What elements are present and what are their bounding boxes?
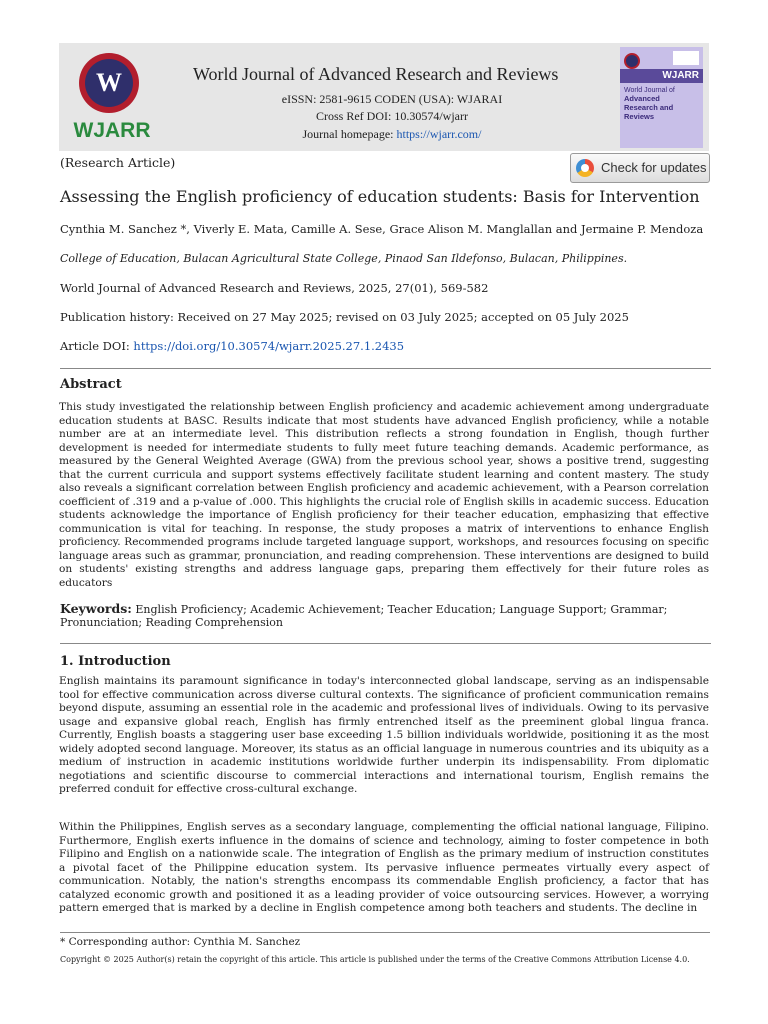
issn-line: eISSN: 2581-9615 CODEN (USA): WJARAI	[281, 92, 503, 106]
cover-title-line: Reviews	[624, 112, 655, 121]
abstract-heading: Abstract	[60, 377, 122, 392]
copyright-notice: Copyright © 2025 Author(s) retain the copyright of this article. This article is published under the terms of the Creative Commons Attribution License 4.0.	[60, 955, 690, 964]
journal-header	[59, 43, 709, 151]
article-type: (Research Article)	[60, 155, 176, 170]
logo-emblem	[79, 53, 139, 113]
keywords-list: English Proficiency; Academic Achievement; Teacher Education; Language Support; Grammar;	[135, 603, 668, 616]
cover-title-line: World Journal of	[624, 87, 675, 94]
journal-title: World Journal of Advanced Research and Reviews	[193, 64, 559, 84]
logo-text: WJARR	[73, 119, 151, 142]
check-updates-label: Check for updates	[601, 160, 707, 175]
citation: World Journal of Advanced Research and Reviews, 2025, 27(01), 569-582	[60, 281, 489, 295]
article-title: Assessing the English proficiency of education students: Basis for Intervention	[60, 187, 700, 206]
cover-logo-icon	[624, 53, 640, 69]
keywords-line-2: Pronunciation; Reading Comprehension	[60, 616, 283, 629]
crossmark-icon	[576, 159, 594, 177]
keywords-line	[60, 601, 667, 616]
corresponding-author: * Corresponding author: Cynthia M. Sanchez	[60, 936, 301, 948]
journal-logo	[67, 49, 157, 147]
introduction-paragraph: Within the Philippines, English serves as a secondary language, complementing the official national language, Filipino. Furthermore, English exerts influence in the domains of science and technology, aiming to foster competence in both Filipino and English on a nationwide scale. The integration of English as the primary medium of instruction constitutes a pivotal facet of the Philippine education system. Its pervasive influence permeates virtually every aspect of communication. Notably, the nation's strengths encompass its commendable English proficiency, a factor that has catalyzed economic growth and positioned it as a leading provider of voice outsourcing services. However, a worrying pattern emerged that is marked by a decline in English competence among both teachers and students. The decline in	[59, 821, 709, 914]
authors: Cynthia M. Sanchez *, Viverly E. Mata, Camille A. Sese, Grace Alison M. Manglallan and Jermaine P. Mendoza	[60, 222, 704, 236]
logo-letter: W	[85, 59, 133, 107]
check-updates-button[interactable]	[570, 153, 710, 183]
homepage-label: Journal homepage:	[302, 127, 397, 141]
cover-title-line: Research and	[624, 103, 674, 112]
publication-history: Publication history: Received on 27 May 2025; revised on 03 July 2025; accepted on 05 July 2025	[60, 310, 629, 324]
cover-label-box	[673, 51, 699, 65]
journal-cover	[620, 47, 703, 148]
abstract-text: This study investigated the relationship between English proficiency and academic achievement among undergraduate education students at BASC. Results indicate that most students have advanced English proficiency, while a notable number are at an intermediate level. This distribution reflects a strong foundation in English, though further development is needed for intermediate students to fully meet future teaching demands. Academic performance, as measured by the General Weighted Average (GWA) from the previous school year, shows a positive trend, suggesting that the current curricula and support systems effectively facilitate student learning and content mastery. The study also reveals a significant correlation between English proficiency and academic achievement, with a Pearson correlation coefficient of .319 and a p-value of .000. This highlights the crucial role of English skills in academic success. Education students acknowledge the importance of English proficiency for their teacher education, emphasizing that effective communication is vital for teaching. In response, the study proposes a matrix of interventions to enhance English proficiency. Recommended programs include targeted language support, workshops, and resources focusing on specific language areas such as grammar, pronunciation, and reading comprehension. These interventions are designed to build on students' existing strengths and address language gaps, preparing them effectively for their future roles as educators	[59, 401, 709, 589]
doi-link[interactable]: https://doi.org/10.30574/wjarr.2025.27.1.2435	[133, 339, 405, 353]
introduction-paragraph: English maintains its paramount significance in today's interconnected global landscape, serving as an indispensable tool for effective communication across diverse cultural contexts. The significance of proficient communication remains beyond dispute, assuming an essential role in the academic and professional lives of individuals. Owing to its pervasive usage and expansive global reach, English has firmly entrenched itself as the preeminent global lingua franca. Currently, English boasts a staggering user base exceeding 1.5 billion individuals worldwide, positioning it as the most widely adopted second language. Moreover, its status as an official language in numerous countries and its ubiquity as a medium of instruction in academic institutions worldwide further underpin its indispensability. From diplomatic negotiations and scientific discourse to commercial interactions and international tourism, English remains the preferred conduit for effective cross-cultural exchange.	[59, 675, 709, 795]
homepage-link[interactable]: https://wjarr.com/	[396, 127, 482, 141]
keywords-label: Keywords:	[60, 601, 132, 616]
cover-abbrev: WJARR	[662, 70, 699, 81]
introduction-heading: 1. Introduction	[60, 654, 171, 669]
cover-title	[624, 87, 675, 121]
divider	[60, 643, 711, 644]
doi-label: Article DOI:	[60, 339, 134, 353]
cover-title-line: Advanced	[624, 94, 660, 103]
affiliation: College of Education, Bulacan Agricultural State College, Pinaod San Ildefonso, Bulacan, Philippines.	[60, 252, 628, 265]
cover-bar	[620, 69, 703, 83]
crossref-line: Cross Ref DOI: 10.30574/wjarr	[316, 109, 468, 123]
footnote-divider	[60, 932, 710, 933]
homepage-line	[193, 127, 591, 142]
divider	[60, 368, 711, 369]
doi-line	[60, 339, 404, 353]
